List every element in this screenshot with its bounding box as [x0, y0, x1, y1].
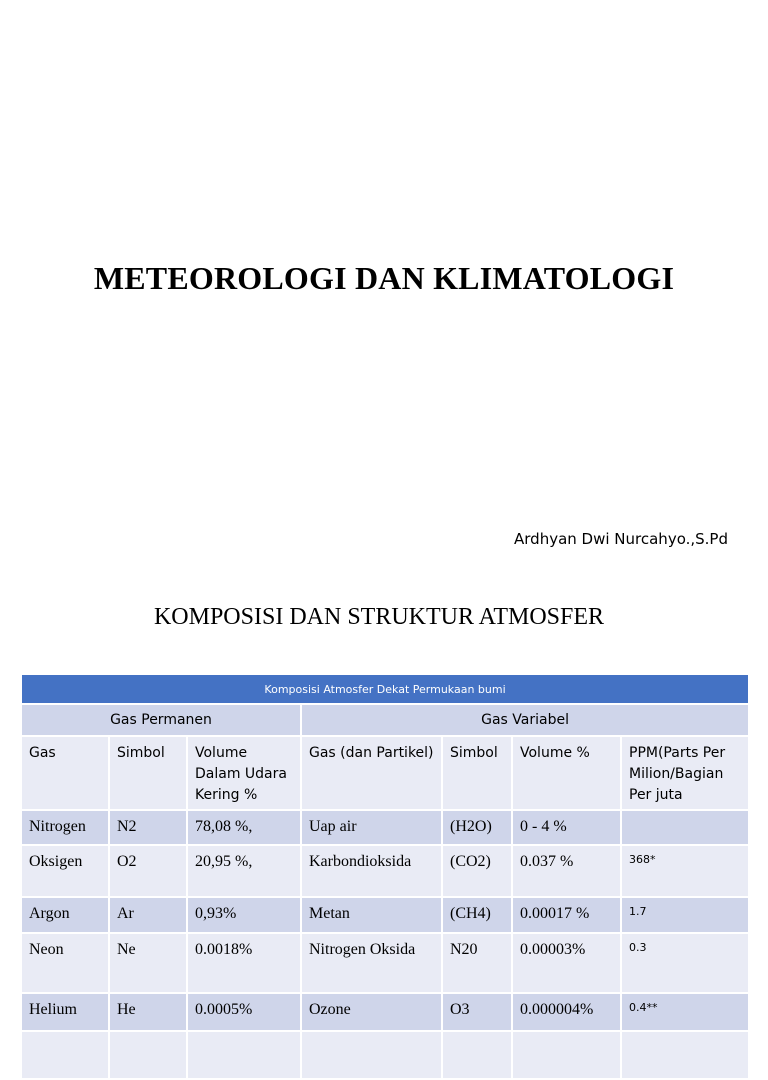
table-cell: (H2O): [442, 810, 512, 845]
section-title: KOMPOSISI DAN STRUKTUR ATMOSFER: [153, 604, 605, 630]
table-row: [21, 993, 749, 1031]
table-row: [21, 810, 749, 845]
table-cell: 0 - 4 %: [512, 810, 621, 845]
table-cell: [621, 1031, 749, 1079]
table-cell: Argon: [21, 897, 109, 933]
table-cell: [621, 810, 749, 845]
table-cell: (CH4): [442, 897, 512, 933]
table-row: [21, 897, 749, 933]
table-cell: Nitrogen: [21, 810, 109, 845]
table-cell: Karbondioksida: [301, 845, 442, 897]
table-cell: Neon: [21, 933, 109, 993]
group-header-variable: Gas Variabel: [301, 704, 749, 736]
table-row: [21, 845, 749, 897]
table-cell: 20,95 %,: [187, 845, 301, 897]
table-cell: Helium: [21, 993, 109, 1031]
table-cell: [109, 1031, 187, 1079]
table-cell: [301, 1031, 442, 1079]
table-cell: Ozone: [301, 993, 442, 1031]
table-cell: 0.0018%: [187, 933, 301, 993]
table-cell: 0.000004%: [512, 993, 621, 1031]
slide-title: METEOROLOGI DAN KLIMATOLOGI: [93, 260, 675, 296]
table-cell: Metan: [301, 897, 442, 933]
column-header: PPM(Parts Per Milion/Bagian Per juta: [621, 736, 749, 810]
table-cell: 0.3: [621, 933, 749, 993]
author-name: Ardhyan Dwi Nurcahyo.,S.Pd: [514, 530, 728, 548]
table-cell: [442, 1031, 512, 1079]
composition-table-wrapper: [20, 673, 748, 1080]
table-caption-row: [21, 674, 749, 704]
table-cell: 0,93%: [187, 897, 301, 933]
table-cell: 368*: [621, 845, 749, 897]
composition-table: [20, 673, 750, 1080]
table-row: [21, 1031, 749, 1079]
table-cell: O3: [442, 993, 512, 1031]
group-header-permanent: Gas Permanen: [21, 704, 301, 736]
table-cell: 0.037 %: [512, 845, 621, 897]
table-cell: He: [109, 993, 187, 1031]
table-cell: 0.0005%: [187, 993, 301, 1031]
table-cell: O2: [109, 845, 187, 897]
table-header-row: [21, 736, 749, 810]
table-cell: 1.7: [621, 897, 749, 933]
table-cell: 0.00017 %: [512, 897, 621, 933]
table-cell: [21, 1031, 109, 1079]
table-cell: 0.00003%: [512, 933, 621, 993]
table-cell: [187, 1031, 301, 1079]
column-header: Gas: [21, 736, 109, 810]
table-cell: (CO2): [442, 845, 512, 897]
column-header: Volume Dalam Udara Kering %: [187, 736, 301, 810]
table-cell: 78,08 %,: [187, 810, 301, 845]
table-cell: N2: [109, 810, 187, 845]
table-cell: [512, 1031, 621, 1079]
table-cell: Ne: [109, 933, 187, 993]
table-cell: Oksigen: [21, 845, 109, 897]
column-header: Gas (dan Partikel): [301, 736, 442, 810]
table-caption: Komposisi Atmosfer Dekat Permukaan bumi: [21, 674, 749, 704]
table-row: [21, 933, 749, 993]
table-cell: Ar: [109, 897, 187, 933]
column-header: Volume %: [512, 736, 621, 810]
table-cell: Uap air: [301, 810, 442, 845]
table-cell: Nitrogen Oksida: [301, 933, 442, 993]
column-header: Simbol: [442, 736, 512, 810]
table-group-row: [21, 704, 749, 736]
table-cell: N20: [442, 933, 512, 993]
table-cell: 0.4**: [621, 993, 749, 1031]
column-header: Simbol: [109, 736, 187, 810]
